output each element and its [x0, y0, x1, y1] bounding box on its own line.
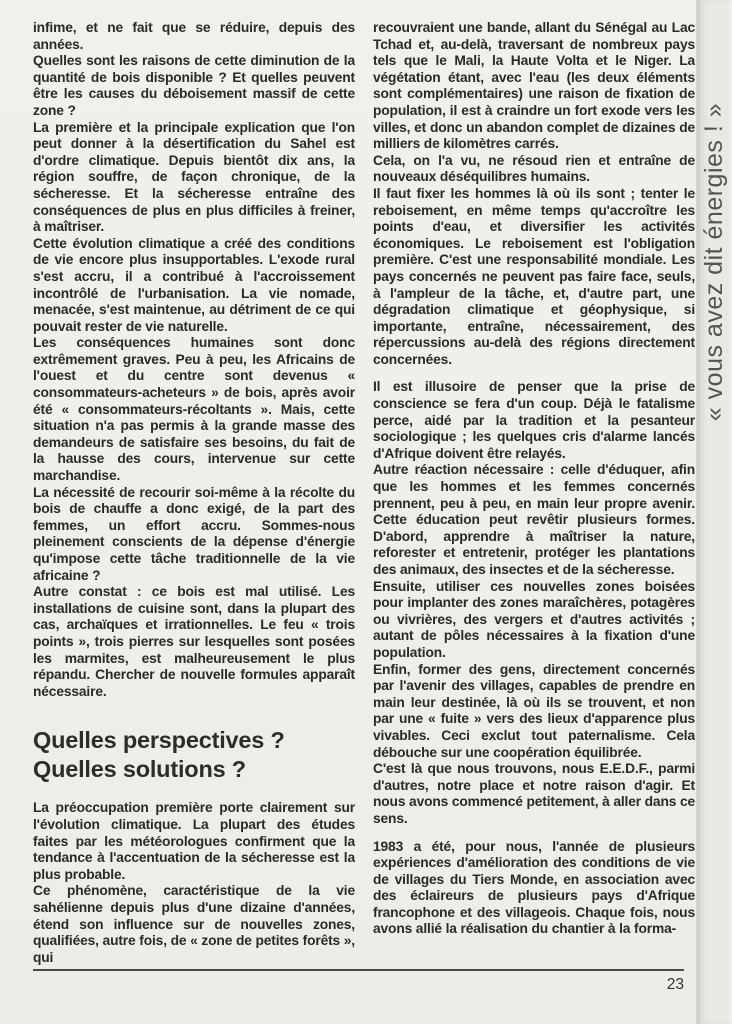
paragraph: Ce phénomène, caractéristique de la vie sahélienne depuis plus d'une dizaine d'années, étend son influence sur de nouvelles zones, qualifiées, autre fois, de « zone de petites forêts », qui — [33, 883, 355, 965]
paragraph: infime, et ne fait que se réduire, depuis des années. — [33, 20, 355, 52]
column-left — [33, 20, 355, 968]
paragraph: Les conséquences humaines sont donc extrêmement graves. Peu à peu, les Africains de l'ouest et du centre sont devenus « consommateurs-acheteurs » de bois, après avoir été « consommateurs-récoltants ». Mais, cette situation n'a pas permis à la grande masse des demandeurs de satisfaire ses besoins, du fait de la hausse des cours, intervenue sur cette marchandise. — [33, 335, 355, 484]
paragraph: Quelles sont les raisons de cette diminution de la quantité de bois disponible ? Et quelles peuvent être les causes du déboisement massif de cette zone ? — [33, 53, 355, 118]
paragraph: La nécessité de recourir soi-même à la récolte du bois de chauffe a donc exigé, de la part des femmes, un effort accru. Sommes-nous pleinement conscients de la dépense d'énergie qu'impose cette tâche traditionnelle de la vie africaine ? — [33, 484, 355, 583]
paragraph: Autre constat : ce bois est mal utilisé. Les installations de cuisine sont, dans la plupart des cas, archaïques et irrationnelles. Le feu « trois points », trois pierres sur lesquelles sont posées les marmites, est malheureusement le plus répandu. Chercher de nouvelle formules apparaît nécessaire. — [33, 584, 355, 699]
footer-divider — [33, 969, 684, 971]
section-heading-line2: Quelles solutions ? — [33, 756, 246, 783]
section-heading-line1: Quelles perspectives ? — [33, 727, 285, 754]
two-column-text-area — [33, 20, 695, 968]
paragraph: C'est là que nous trouvons, nous E.E.D.F., parmi d'autres, notre place et notre raison d'agir. Et nous avons commencé petitement, à aller dans ce sens. — [373, 761, 695, 826]
section-heading — [33, 726, 355, 784]
paragraph: La préoccupation première porte clairement sur l'évolution climatique. La plupart des études faites par les météorologues confirment que la tendance à l'accentuation de la sécheresse est la plus probable. — [33, 800, 355, 882]
paragraph: Ensuite, utiliser ces nouvelles zones boisées pour implanter des zones maraîchères, potagères ou vivrières, des vergers et d'autres activités ; autant de pôles nécessaires à la fixation d'une population. — [373, 578, 695, 660]
column-right — [373, 20, 695, 968]
paragraph: Autre réaction nécessaire : celle d'éduquer, afin que les hommes et les femmes concernés prennent, peu à peu, en main leur propre avenir. Cette éducation peut revêtir plusieurs formes. D'abord, apprendre à maîtriser la nature, reforester et entretenir, protéger les plantations des animaux, des insectes et de la sécheresse. — [373, 462, 695, 577]
margin-caption-vertical: « vous avez dit énergies ! » — [700, 102, 728, 422]
paragraph: La première et la principale explication que l'on peut donner à la désertification du Sahel est d'ordre climatique. Depuis bientôt dix ans, la région souffre, de façon chronique, de la sécheresse. Et la sécheresse entraîne des conséquences de plus en plus difficiles à freiner, à maîtriser. — [33, 119, 355, 235]
page-number: 23 — [666, 976, 684, 993]
paragraph: Il est illusoire de penser que la prise de conscience se fera d'un coup. Déjà le fatalisme perce, aidé par la tradition et la pesanteur sociologique ; les quelques cris d'alarme lancés d'Afrique doivent être relayés. — [373, 379, 695, 461]
paragraph: Cette évolution climatique a créé des conditions de vie encore plus insupportables. L'exode rural s'est accru, il a contribué à l'accroissement incontrôlé de l'urbanisation. La vie nomade, menacée, s'est maintenue, au détriment de ce qui pouvait rester de vie naturelle. — [33, 235, 355, 334]
paragraph: Il faut fixer les hommes là où ils sont ; tenter le reboisement, en même temps qu'accroître les points d'eau, et diversifier les activités économiques. Le reboisement est l'obligation première. C'est une responsabilité mondiale. Les pays concernés ne peuvent pas faire face, seuls, à l'ampleur de la tâche, et, d'autre part, une dégradation climatique et géophysique, si importante, entraîne, nécessairement, des répercussions au-delà des régions directement concernées. — [373, 185, 695, 367]
paragraph: Enfin, former des gens, directement concernés par l'avenir des villages, capables de prendre en main leur destinée, là où ils se trouvent, et non par une « fuite » vers des lieux d'apparence plus vivables. Ceci exclut tout paternalisme. Cela débouche sur une coopération équilibrée. — [373, 661, 695, 760]
paragraph: 1983 a été, pour nous, l'année de plusieurs expériences d'amélioration des conditions de vie de villages du Tiers Monde, en association avec des éclaireurs de plusieurs pays d'Afrique francophone et des villageois. Chaque fois, nous avons allié la réalisation du chantier à la forma- — [373, 838, 695, 937]
paragraph: recouvraient une bande, allant du Sénégal au Lac Tchad et, au-delà, traversant de nombreux pays tels que le Mali, la Haute Volta et le Niger. La végétation étant, avec l'eau (les deux éléments sont complémentaires) une raison de fixation de population, il est à craindre un fort exode vers les villes, et donc un abandon complet de dizaines de milliers de kilomètres carrés. — [373, 20, 695, 152]
paragraph: Cela, on l'a vu, ne résoud rien et entraîne de nouveaux déséquilibres humains. — [373, 152, 695, 185]
